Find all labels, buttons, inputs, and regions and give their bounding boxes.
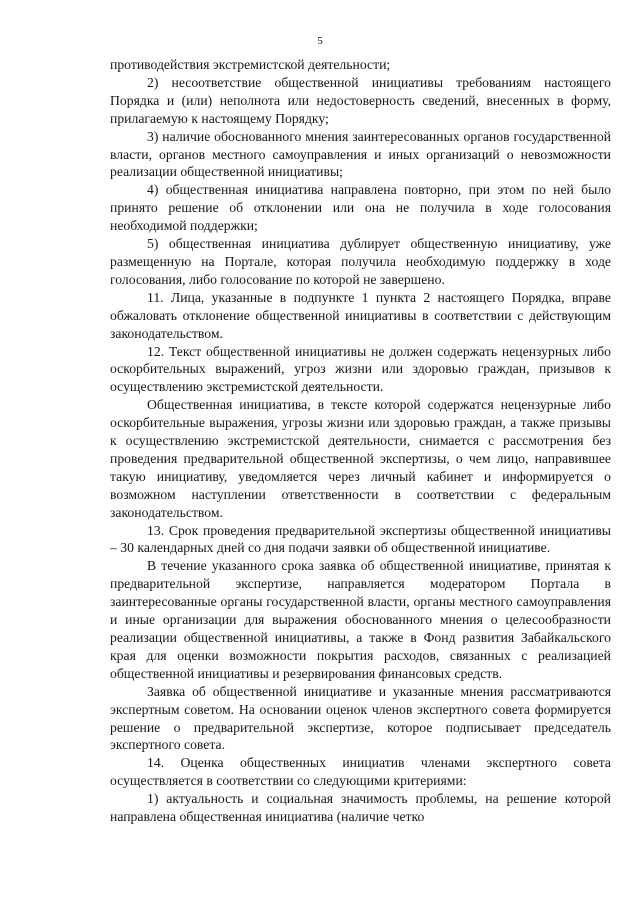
paragraph-item-5: 5) общественная инициатива дублирует общественную инициативу, уже размещенную на Портале, которая получила необходимую поддержку в ходе голосования, либо голосование по которой не завершено. bbox=[110, 236, 611, 287]
paragraph-clause-12-detail: Общественная инициатива, в тексте которой содержатся нецензурные либо оскорбительные выражения, угрозы жизни или здоровью граждан, а также призывы к осуществлению экстремистской деятельности, снимается с рассмотрения без проведения предварительной общественной экспертизы, о чем лицо, направившее такую инициативу, уведомляется через личный кабинет и информируется о возможном наступлении ответственности в соответствии с федеральным законодательством. bbox=[110, 397, 611, 520]
paragraph-clause-14: 14. Оценка общественных инициатив членами экспертного совета осуществляется в соответствии со следующими критериями: bbox=[110, 755, 611, 789]
paragraph-clause-13: 13. Срок проведения предварительной экспертизы общественной инициативы – 30 календарных дней со дня подачи заявки об общественной инициативе. bbox=[110, 522, 611, 556]
paragraph-item-4: 4) общественная инициатива направлена повторно, при этом по ней было принято решение об отклонении или она не получила в ходе голосования необходимой поддержки; bbox=[110, 182, 611, 234]
paragraph-item-3: 3) наличие обоснованного мнения заинтересованных органов государственной власти, органов местного самоуправления и иных организаций о невозможности реализации общественной инициативы; bbox=[110, 128, 611, 180]
paragraph-clause-13-council: Заявка об общественной инициативе и указанные мнения рассматриваются экспертным советом. На основании оценок членов экспертного совета формируется решение о предварительной экспертизе, которое подписывает председатель экспертного совета. bbox=[110, 683, 611, 753]
paragraph-continuation: противодействия экстремистской деятельности; bbox=[110, 57, 391, 72]
paragraph-clause-11: 11. Лица, указанные в подпункте 1 пункта 2 настоящего Порядка, вправе обжаловать отклонение общественной инициативы в соответствии с действующим законодательством. bbox=[110, 289, 611, 341]
paragraph-item-2: 2) несоответствие общественной инициативы требованиям настоящего Порядка и (или) неполнота или недостоверность сведений, внесенных в форму, прилагаемую к настоящему Порядку; bbox=[110, 74, 611, 126]
body-text bbox=[110, 56, 611, 826]
paragraph-clause-13-procedure: В течение указанного срока заявка об общественной инициативе, принятая к предварительной экспертизе, направляется модератором Портала в заинтересованные органы государственной власти, органы местного самоуправления и иные организации для выражения обоснованного мнения о целесообразности реализации общественной инициативы, а также в Фонд развития Забайкальского края для оценки возможности покрытия расходов, связанных с реализацией общественной инициативы и резервирования финансовых средств. bbox=[110, 558, 611, 681]
page-number: 5 bbox=[317, 35, 323, 47]
paragraph-criterion-1: 1) актуальность и социальная значимость проблемы, на решение которой направлена общественная инициатива (наличие четко bbox=[110, 791, 611, 825]
paragraph-clause-12: 12. Текст общественной инициативы не должен содержать нецензурных либо оскорбительных выражений, угроз жизни или здоровью граждан, призывов к осуществлению экстремистской деятельности. bbox=[110, 343, 611, 395]
